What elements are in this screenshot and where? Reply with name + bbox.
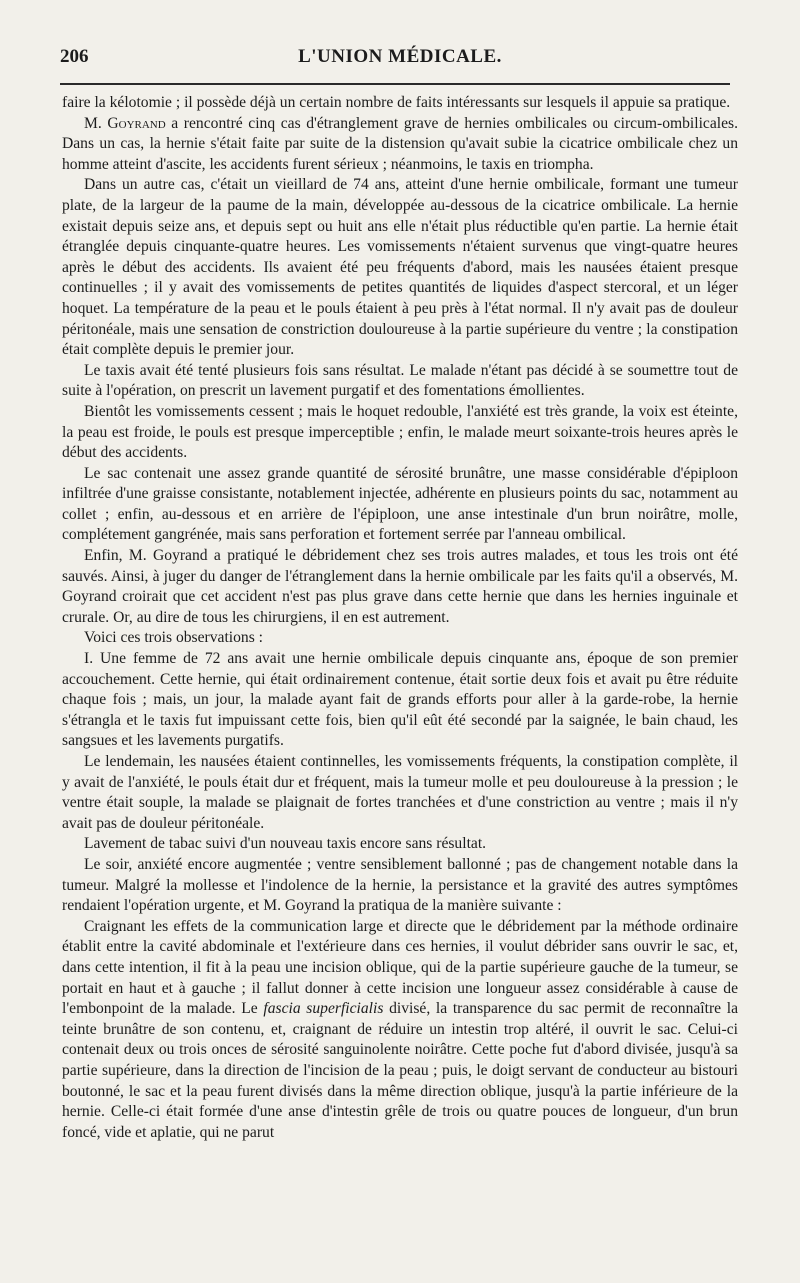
paragraph: Le taxis avait été tenté plusieurs fois sans résultat. Le malade n'étant pas décidé à se soumettre tout de suite à l'opération, on prescrit un lavement purgatif et des fomentations émollientes.: [62, 361, 738, 400]
observation-paragraph: I. Une femme de 72 ans avait une hernie ombilicale depuis cinquante ans, époque de son premier accouchement. Cette hernie, qui était ordinairement contenue, était sortie deux fois et avait pu être réduite chaque fois ; mais, un jour, la malade ayant fait de grands efforts pour aller à la garde-robe, la hernie s'étrangla et le taxis fut impuissant cette fois, bien qu'il eût été secondé par la saignée, le bain chaud, les sangsues et les lavements purgatifs.: [62, 650, 738, 750]
author-name: M. Goyrand: [84, 114, 166, 132]
paragraph: Le lendemain, les nausées étaient continnelles, les vomissements fréquents, la constipation complète, il y avait de l'anxiété, le pouls était dur et fréquent, mais la tumeur molle et peu douloureuse à la pression ; le ventre était souple, la malade se plaignait de fortes tranchées et d'une constriction au ventre ; mais il n'y avait pas de douleur péritonéale.: [62, 753, 738, 832]
paragraph: faire la kélotomie ; il possède déjà un certain nombre de faits intéressants sur lesquels il appuie sa pratique.: [62, 94, 731, 111]
paragraph: Enfin, M. Goyrand a pratiqué le débridement chez ses trois autres malades, et tous les trois ont été sauvés. Ainsi, à juger du danger de l'étranglement dans la hernie ombilicale par les faits qu'il a observés, M. Goyrand croirait que cet accident n'est pas plus grave dans cette hernie que dans les hernies inguinale et crurale. Or, au dire de tous les chirurgiens, il en est autrement.: [62, 547, 738, 626]
page-header: [60, 46, 740, 76]
paragraph: Voici ces trois observations :: [84, 629, 264, 647]
paragraph-text: Craignant les effets de la communication large et directe que le débridement par la méthode ordinaire établit entre la cavité abdominale et l'extérieure dans ces hernies, il voulut débrider sans ouvrir le sac, et, dans cette intention, il fit à la peau une incision oblique, qui de la partie supérieure gauche de la tumeur, se portait en haut et à gauche ; il fallut donner à cette incision une longueur assez considérable à cause de l'embonpoint de la malade. Le: [62, 917, 738, 1018]
paragraph: Le soir, anxiété encore augmentée ; ventre sensiblement ballonné ; pas de changement notable dans la tumeur. Malgré la mollesse et l'indolence de la hernie, la persistance et la gravité des autres symptômes rendaient l'opération urgente, et M. Goyrand la pratiqua de la manière suivante :: [62, 855, 738, 915]
paragraph: Lavement de tabac suivi d'un nouveau taxis encore sans résultat.: [84, 835, 487, 853]
paragraph: [62, 917, 738, 1144]
paragraph: Dans un autre cas, c'était un vieillard de 74 ans, atteint d'une hernie ombilicale, formant une tumeur plate, de la largeur de la paume de la main, développée au-dessous de la cicatrice ombilicale. La hernie existait depuis seize ans, et depuis sept ou huit ans elle n'était plus réductible qu'en partie. La hernie était étranglée depuis cinquante-quatre heures. Les vomissements n'étaient survenus que vingt-quatre heures après le début des accidents. Ils avaient été peu fréquents d'abord, mais les nausées étaient presque continuelles ; il y avait des vomissements de petites quantités de liquides d'aspect stercoral, et un léger hoquet. La température de la peau et le pouls étaient à peu près à l'état normal. Il n'y avait pas de douleur péritonéale, mais une sensation de constriction douloureuse à la partie supérieure du ventre ; la constipation était complète depuis le premier jour.: [62, 176, 738, 359]
page-number: 206: [60, 46, 89, 67]
paragraph-text: divisé, la transparence du sac permit de reconnaître la teinte brunâtre de son contenu, et, craignant de réduire un intestin trop altéré, il ouvrit le sac. Celui-ci contenait deux ou trois onces de sérosité sanguinolente noirâtre. Cette poche fut d'abord divisée, jusqu'à sa partie supérieure, dans la direction de l'incision de la peau ; puis, le doigt servant de conducteur au bistouri boutonné, le sac et la peau furent divisés dans la même direction oblique, jusqu'à la partie inférieure de la hernie. Celle-ci était formée d'une anse d'intestin grêle de trois ou quatre pouces de longueur, d'un brun foncé, vide et aplatie, qui ne parut: [62, 1000, 738, 1141]
article-body: [62, 93, 738, 1143]
paragraph: Le sac contenait une assez grande quantité de sérosité brunâtre, une masse considérable d'épiploon infiltrée d'une graisse consistante, notablement injectée, adhérente en plusieurs points du sac, notamment au collet ; enfin, au-dessous et en arrière de l'épiploon, une anse intestinale d'un brun noirâtre, molle, complétement gangrénée, mais sans perforation et fortement serrée par l'anneau ombilical.: [62, 464, 738, 544]
italic-term: fascia superficialis: [263, 1000, 384, 1018]
header-rule: [60, 83, 730, 85]
paragraph: Bientôt les vomissements cessent ; mais le hoquet redouble, l'anxiété est très grande, la voix est éteinte, la peau est froide, le pouls est presque imperceptible ; enfin, le malade meurt soixante-trois heures après le début des accidents.: [62, 402, 738, 462]
running-title: L'UNION MÉDICALE.: [298, 46, 502, 67]
paragraph-text: a rencontré cinq cas d'étranglement grave de hernies ombilicales ou circum-ombilicales. Dans un cas, la hernie s'était faite par suite de la distension qu'avait subie la cicatrice ombilicale chez un homme atteint d'ascite, les accidents furent sérieux ; néanmoins, le taxis en triompha.: [62, 114, 738, 173]
paragraph: [62, 114, 738, 176]
